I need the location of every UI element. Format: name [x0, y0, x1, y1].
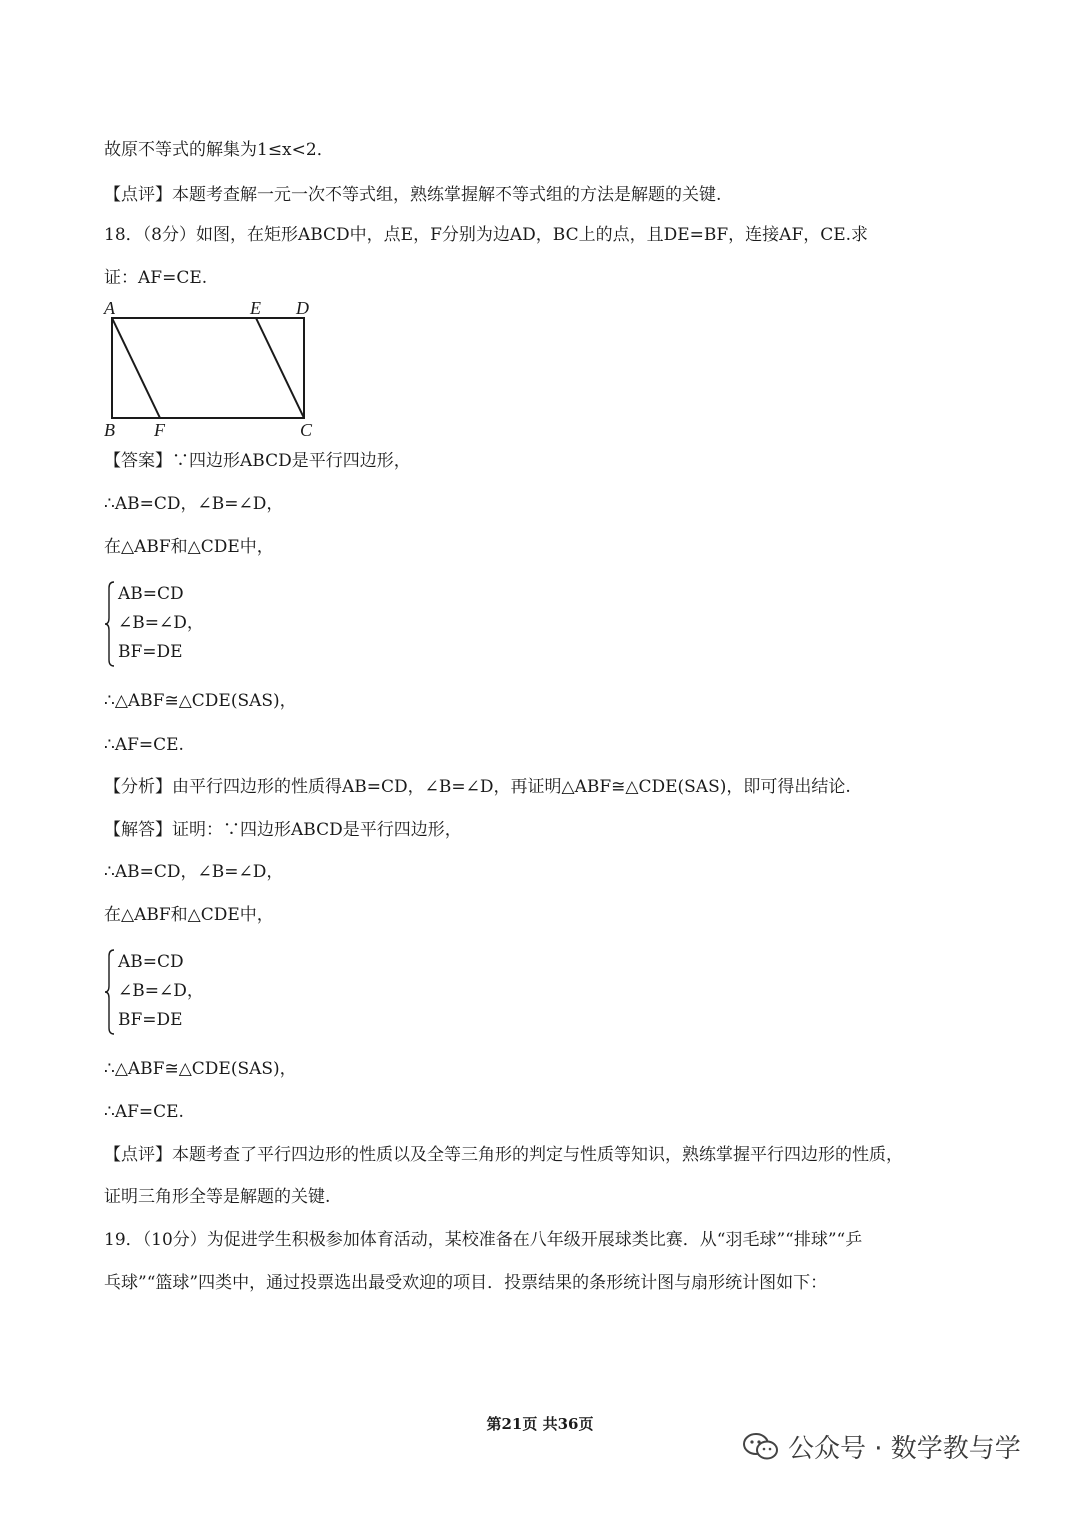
label-d: D — [296, 298, 309, 318]
text-line: ∴AF=CE. — [104, 1102, 184, 1122]
watermark — [742, 1428, 1021, 1465]
equation-system — [104, 580, 304, 670]
system-line: ∠B=∠D， — [118, 981, 204, 1001]
text-line: 18．（8分）如图，在矩形ABCD中，点E，F分别为边AD，BC上的点，且DE=BF，连接AF，CE.求 — [104, 225, 869, 245]
text-line: 【分析】由平行四边形的性质得AB=CD，∠B=∠D，再证明△ABF≅△CDE(SAS)，即可得出结论. — [104, 777, 851, 797]
label-e: E — [250, 298, 261, 318]
text-line: 证：AF=CE. — [104, 268, 208, 288]
label-b: B — [104, 420, 115, 440]
text-line: ∴△ABF≅△CDE(SAS)， — [104, 1059, 297, 1079]
segment-af — [112, 318, 160, 418]
text-line: ∴AB=CD，∠B=∠D， — [104, 494, 284, 514]
rectangle-abcd — [112, 318, 304, 418]
system-line: AB=CD — [118, 952, 184, 972]
text-line: ∴AF=CE. — [104, 735, 184, 755]
rectangle-figure — [100, 296, 330, 444]
left-brace-icon — [104, 948, 116, 1036]
system-line: AB=CD — [118, 584, 184, 604]
text-line: 19．（10分）为促进学生积极参加体育活动，某校准备在八年级开展球类比赛．从“羽毛球”“排球”“乒 — [104, 1230, 863, 1250]
system-line: BF=DE — [118, 1010, 183, 1030]
label-c: C — [300, 420, 313, 440]
system-line: BF=DE — [118, 642, 183, 662]
system-line: ∠B=∠D， — [118, 613, 204, 633]
equation-system — [104, 948, 304, 1038]
text-line: ∴AB=CD，∠B=∠D， — [104, 862, 284, 882]
chat-bubbles-icon — [742, 1432, 780, 1462]
text-line: 故原不等式的解集为1≤x<2． — [104, 140, 334, 160]
watermark-text: 公众号 · 数学教与学 — [788, 1434, 1021, 1464]
text-line: ∴△ABF≅△CDE(SAS)， — [104, 691, 297, 711]
text-line: 【解答】证明：∵四边形ABCD是平行四边形， — [104, 820, 462, 840]
left-brace-icon — [104, 580, 116, 668]
text-line: 在△ABF和△CDE中， — [104, 537, 274, 557]
text-line: 【点评】本题考查解一元一次不等式组，熟练掌握解不等式组的方法是解题的关键. — [104, 185, 722, 205]
text-line: 【答案】∵四边形ABCD是平行四边形， — [104, 451, 411, 471]
label-f: F — [154, 420, 165, 440]
page-footer: 第21页 共36页 — [486, 1415, 594, 1433]
segment-ce — [256, 318, 304, 418]
label-a: A — [104, 298, 115, 318]
text-line: 【点评】本题考查了平行四边形的性质以及全等三角形的判定与性质等知识，熟练掌握平行四边形的性质， — [104, 1145, 903, 1165]
text-line: 证明三角形全等是解题的关键. — [104, 1187, 331, 1207]
text-line: 在△ABF和△CDE中， — [104, 905, 274, 925]
text-line: 乓球”“篮球”四类中，通过投票选出最受欢迎的项目．投票结果的条形统计图与扇形统计图如下： — [104, 1273, 828, 1293]
